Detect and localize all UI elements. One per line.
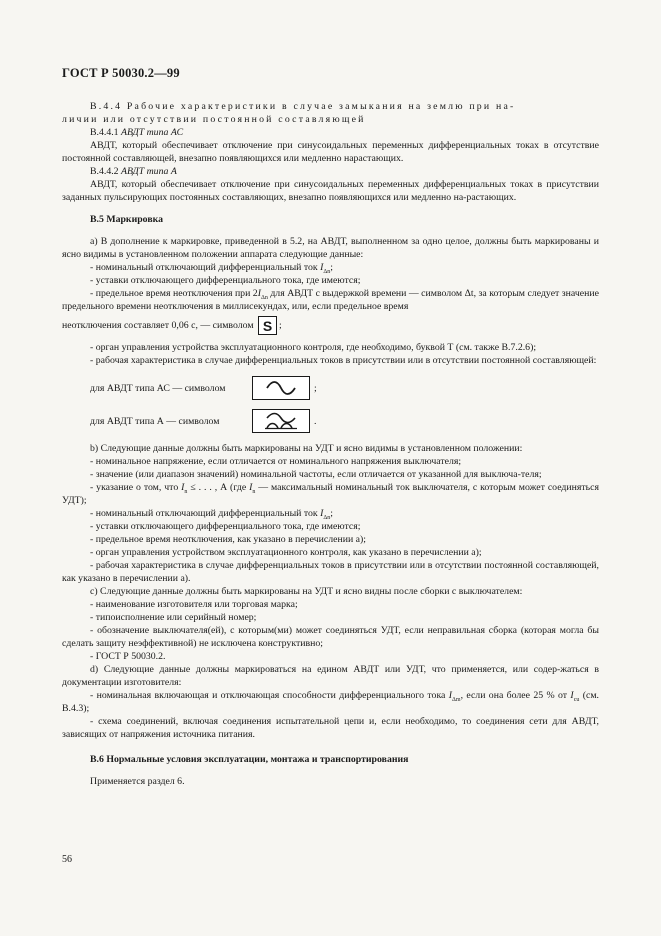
- text-run: ;: [330, 508, 333, 519]
- b5-d-item1: [62, 689, 599, 715]
- b442-title: АВДТ типа А: [121, 166, 177, 177]
- text-run: - предельное время неотключения при 2: [90, 288, 258, 299]
- b442-number: В.4.4.2: [90, 166, 119, 177]
- type-a-label: для АВДТ типа А — символом: [90, 415, 220, 427]
- ac-pulsating-dc-icon: [252, 409, 310, 433]
- b441-number: В.4.4.1: [90, 127, 119, 138]
- math-sub: n: [184, 488, 188, 495]
- page-header-title: ГОСТ Р 50030.2—99: [62, 66, 180, 80]
- math-sub: Δn: [260, 294, 268, 301]
- b5-a-item1: [62, 261, 599, 274]
- b5-c-item2: - типоисполнение или серийный номер;: [90, 612, 257, 623]
- text-run: - номинальная включающая и отключающая способности дифференциального тока: [90, 690, 449, 701]
- b5-b-item2: - значение (или диапазон значений) номинальной частоты, если отличается от указанной для выключа-теля;: [90, 469, 542, 480]
- math-var: I: [181, 482, 185, 493]
- b6-text: Применяется раздел 6.: [90, 776, 185, 787]
- b5-d-intro: d) Следующие данные должны маркироваться на едином АВДТ или УДТ, что применяется, или содер-жаться в документации изготовителя:: [62, 664, 599, 688]
- page-number: 56: [62, 854, 72, 865]
- b5-b-item7: - орган управления устройством эксплуатационного контроля, как указано в перечислении а);: [90, 547, 482, 558]
- b5-a-item4: - орган управления устройства эксплуатационного контроля, где необходимо, буквой Т (см. также В.7.2.6);: [90, 342, 537, 353]
- b44-title-line1: В.4.4 Рабочие характеристики в случае замыкания на землю при на-: [90, 101, 516, 112]
- ac-sine-wave-icon: [252, 376, 310, 400]
- type-a-symbol-row: [90, 409, 599, 433]
- math-sub: cu: [573, 696, 580, 703]
- short-time-delay-symbol: [258, 316, 277, 335]
- type-ac-symbol-row: [90, 376, 599, 400]
- math-var: I: [257, 288, 261, 299]
- b442-text: АВДТ, который обеспечивает отключение при синусоидальных переменных дифференциальных токах в присутствии заданных пульсирующих постоянных составляющих, внезапно появляющихся или медленно на-растающих.: [62, 179, 599, 203]
- text-run: ;: [330, 262, 333, 273]
- text-run: для АВДТ с выдержкой времени — символом Δt, за которым следует значение предельного времени неотключения в миллисекундах, или, если предельное время: [62, 288, 599, 312]
- math-var: I: [320, 508, 324, 519]
- b5-heading: В.5 Маркировка: [90, 214, 164, 225]
- b5-b-item6: - предельное время неотключения, как указано в перечислении а);: [90, 534, 367, 545]
- b5-a-item3-tail: [62, 316, 599, 335]
- text-run: , если она более 25 % от: [460, 690, 571, 701]
- b44-title-line2: личии или отсутствии постоянной составляющей: [62, 114, 366, 125]
- math-sub: n: [252, 488, 256, 495]
- b6-heading: В.6 Нормальные условия эксплуатации, монтажа и транспортирования: [90, 754, 409, 765]
- text-run: ;: [278, 319, 282, 331]
- b5-c-intro: с) Следующие данные должны быть маркированы на УДТ и ясно видны после сборки с выключателем:: [90, 586, 523, 597]
- math-var: I: [570, 690, 574, 701]
- b5-c-item4: - ГОСТ Р 50030.2.: [90, 651, 166, 662]
- math-var: I: [448, 690, 453, 701]
- type-ac-label: для АВДТ типа АС — символом: [90, 382, 226, 394]
- math-sub: Δm: [452, 696, 461, 703]
- b5-a-intro: а) В дополнение к маркировке, приведенной в 5.2, на АВДТ, выполненном за одно целое, должны быть маркированы и ясно видимы в установленном положении аппарата следующие данные:: [62, 236, 599, 260]
- math-sub: Δn: [323, 514, 331, 521]
- b5-a-item3: [62, 287, 599, 313]
- b5-b-item4: [62, 507, 599, 520]
- type-ac-end: ;: [314, 382, 317, 394]
- text-run: неотключения составляет 0,06 с, — символом: [62, 319, 254, 331]
- symbol-letter: S: [262, 318, 273, 334]
- b442-heading: [62, 165, 599, 178]
- b5-b-item1: - номинальное напряжение, если отличается от номинального напряжения выключателя;: [90, 456, 462, 467]
- b5-a-item2: - уставки отключающего дифференциального тока, где имеются;: [90, 275, 361, 286]
- b441-text: АВДТ, который обеспечивает отключение при синусоидальных переменных дифференциальных токах в отсутствие постоянной составляющей, внезапно появляющихся или медленно нарастающих.: [62, 140, 599, 164]
- math-var: I: [320, 262, 324, 273]
- type-a-end: .: [314, 415, 317, 427]
- text-run: - указание о том, что: [90, 482, 182, 493]
- b5-c-item1: - наименование изготовителя или торговая марка;: [90, 599, 298, 610]
- b5-b-item3: [62, 481, 599, 507]
- b5-b-item8: - рабочая характеристика в случае дифференциальных токов в присутствии или в отсутствии постоянной составляющей, как указано в перечислении а).: [62, 560, 599, 584]
- math-var: I: [249, 482, 253, 493]
- text-run: - номинальный отключающий дифференциальный ток: [90, 508, 321, 519]
- b5-c-item3: - обозначение выключателя(ей), с которым(ми) может соединяться УДТ, если неправильная сборка (которая могла бы сделать защиту неэффективной) не исключена конструктивно;: [62, 625, 599, 649]
- b5-a-item5: - рабочая характеристика в случае дифференциальных токов в присутствии или в отсутствии постоянной составляющей:: [90, 355, 597, 366]
- text-run: - номинальный отключающий дифференциальный ток: [90, 262, 321, 273]
- text-run: (см. В.4.3);: [62, 690, 599, 714]
- page-body: [62, 100, 599, 788]
- b441-heading: [62, 126, 599, 139]
- b441-title: АВДТ типа АС: [121, 127, 184, 138]
- b5-d-item2: - схема соединений, включая соединения испытательной цепи и, если необходимо, то соединения сети для АВДТ, зависящих от напряжения источника питания.: [62, 716, 599, 740]
- b5-b-intro: b) Следующие данные должны быть маркированы на УДТ и ясно видимы в установленном положении:: [90, 443, 523, 454]
- text-run: ≤ . . . , А (где: [187, 482, 250, 493]
- text-run: — максимальный номинальный ток выключателя, с которым может соединяться УДТ);: [62, 482, 599, 506]
- math-sub: Δn: [323, 268, 331, 275]
- b5-b-item5: - уставки отключающего дифференциального тока, где имеются;: [90, 521, 361, 532]
